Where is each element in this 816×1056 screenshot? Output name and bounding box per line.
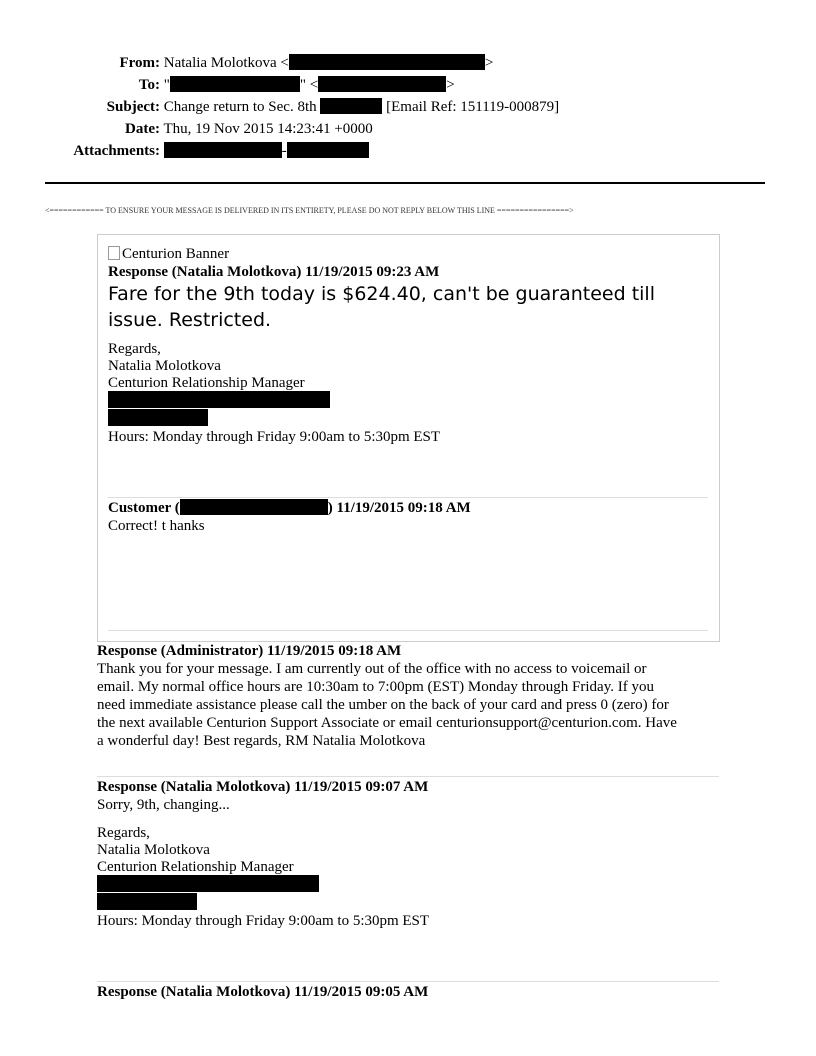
centurion-banner-image [108,245,229,263]
header-attachments [0,142,369,160]
heading-customer: Customer ( [108,500,180,516]
broken-image-icon [108,246,120,260]
to-open: " [163,77,170,93]
message-heading: Response (Administrator) 11/19/2015 09:18 AM [97,643,402,659]
signature-regards: Regards, [97,825,150,841]
redaction [180,499,328,515]
header-divider [45,182,765,184]
signature-hours: Hours: Monday through Friday 9:00am to 5:30pm EST [108,429,441,445]
to-label: To: [138,77,160,93]
message-divider [97,981,719,982]
redaction [318,76,446,92]
to-mid: " < [299,77,319,93]
message-heading: Response (Natalia Molotkova) 11/19/2015 09:07 AM [97,779,429,795]
redaction [97,893,197,910]
banner-alt-text: Centurion Banner [122,246,230,262]
message-body-line: email. My normal office hours are 10:30am to 7:00pm (EST) Monday through Friday. If you [97,679,654,695]
header-from [0,54,493,72]
signature-title: Centurion Relationship Manager [97,859,294,875]
signature-title: Centurion Relationship Manager [108,375,305,391]
subject-value: Change return to Sec. 8th [163,99,317,115]
heading-date: ) 11/19/2015 09:18 AM [327,500,471,516]
header-date [0,120,373,138]
reply-notice: <============ TO ENSURE YOUR MESSAGE IS DELIVERED IN ITS ENTIRETY, PLEASE DO NOT REPLY BELOW THIS LINE ================> [45,206,574,215]
subject-ref: [Email Ref: 151119-000879] [386,99,560,115]
signature-name: Natalia Molotkova [97,842,210,858]
redaction [97,875,319,892]
redaction [287,142,369,158]
attachments-label: Attachments: [73,143,160,159]
attachments-sep: - [281,143,287,159]
from-close: > [484,55,494,71]
to-close: > [446,77,455,93]
message-divider [108,497,708,498]
redaction [164,142,282,158]
redaction [289,54,485,70]
redaction [108,409,208,426]
message-body: Fare for the 9th today is $624.40, can't be guaranteed till [108,283,655,305]
redaction [320,98,382,114]
message-body-line: need immediate assistance please call the umber on the back of your card and press 0 (zero) for [97,697,669,713]
header-to [0,76,455,94]
signature-hours: Hours: Monday through Friday 9:00am to 5:30pm EST [97,913,430,929]
message-body-line: Thank you for your message. I am currently out of the office with no access to voicemail or [97,661,647,677]
redaction [108,391,330,408]
message-body: issue. Restricted. [108,309,272,331]
from-label: From: [119,55,160,71]
header-subject [0,98,559,116]
message-body-line: a wonderful day! Best regards, RM Natalia Molotkova [97,733,426,749]
redaction [170,76,300,92]
message-divider [97,776,719,777]
message-heading: Response (Natalia Molotkova) 11/19/2015 09:05 AM [97,984,429,1000]
message-heading: Response (Natalia Molotkova) 11/19/2015 09:23 AM [108,264,440,280]
message-body-line: the next available Centurion Support Associate or email centurionsupport@centurion.com. Have [97,715,677,731]
signature-name: Natalia Molotkova [108,358,221,374]
date-label: Date: [125,121,160,137]
message-divider [108,630,708,631]
message-body: Sorry, 9th, changing... [97,797,230,813]
message-heading [108,499,471,517]
date-value: Thu, 19 Nov 2015 14:23:41 +0000 [163,121,373,137]
signature-regards: Regards, [108,341,161,357]
from-value: Natalia Molotkova < [163,55,289,71]
subject-label: Subject: [106,99,160,115]
message-body: Correct! t hanks [108,518,205,534]
